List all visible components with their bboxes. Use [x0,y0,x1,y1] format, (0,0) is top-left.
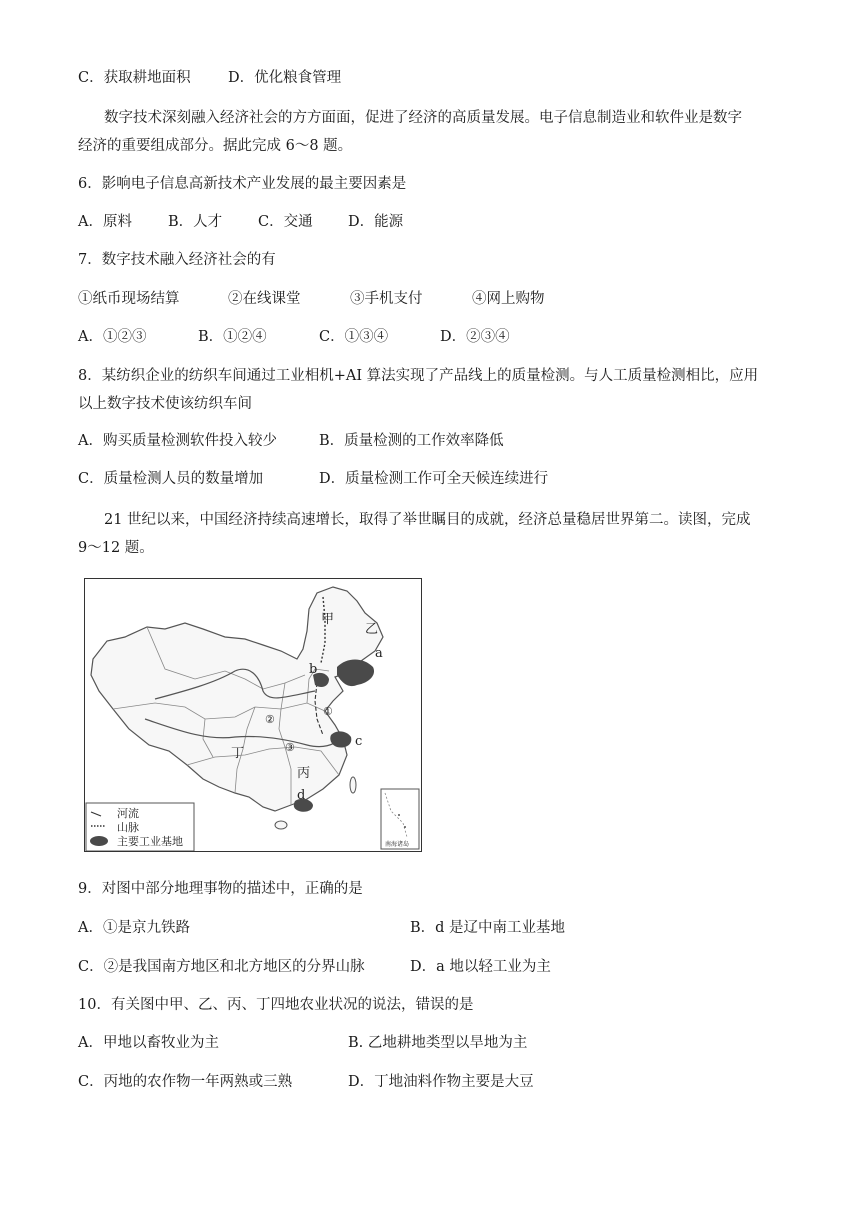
map-label-2: ② [265,713,275,726]
q10-option-c: C．丙地的农作物一年两熟或三熟 [78,1074,293,1090]
map-label-1: ① [323,705,333,718]
map-label-b: b [309,662,318,677]
china-outline [91,587,383,811]
intro-6-8-line-1: 数字技术深刻融入经济社会的方方面面，促进了经济的高质量发展。电子信息制造业和软件业是数字 [104,110,742,126]
q8-stem-line-1: 8．某纺织企业的纺织车间通过工业相机+AI 算法实现了产品线上的质量检测。与人工质量检测相比，应用 [78,368,759,384]
q6-option-c: C．交通 [258,214,313,230]
q8-stem-line-2: 以上数字技术使该纺织车间 [78,396,252,412]
q7-option-d: D．②③④ [440,329,510,345]
q5-option-c: C．获取耕地面积 [78,70,191,86]
q9-option-b: B．d 是辽中南工业基地 [410,920,566,936]
q9-stem: 9．对图中部分地理事物的描述中，正确的是 [78,881,363,897]
legend-industry-symbol [90,836,108,846]
q6-option-d: D．能源 [348,214,404,230]
q7-option-b: B．①②④ [198,329,267,345]
map-label-bing: 丙 [297,766,311,781]
intro-9-12-line-2: 9～12 题。 [78,540,154,556]
q8-option-d: D．质量检测工作可全天候连续进行 [319,471,549,487]
q7-stem: 7．数字技术融入经济社会的有 [78,252,276,268]
industry-base-a [337,660,374,687]
q7-option-c: C．①③④ [319,329,389,345]
q10-stem: 10．有关图中甲、乙、丙、丁四地农业状况的说法，错误的是 [78,997,474,1013]
q7-item-1: ①纸币现场结算 [78,291,180,307]
q6-stem: 6．影响电子信息高新技术产业发展的最主要因素是 [78,176,407,192]
q5-option-d: D．优化粮食管理 [228,70,342,86]
map-label-a: a [375,646,383,661]
q10-option-d: D．丁地油料作物主要是大豆 [348,1074,534,1090]
intro-6-8-line-2: 经济的重要组成部分。据此完成 6～8 题。 [78,138,353,154]
legend-industry-label: 主要工业基地 [117,835,183,848]
q9-option-d: D．a 地以轻工业为主 [410,959,551,975]
q8-option-b: B．质量检测的工作效率降低 [319,433,504,449]
taiwan-island [350,777,356,793]
map-label-3: ③ [285,741,295,754]
q9-option-a: A．①是京九铁路 [78,920,190,936]
map-label-jia: 甲 [321,612,335,627]
q8-option-c: C．质量检测人员的数量增加 [78,471,264,487]
q7-item-4: ④网上购物 [472,291,545,307]
map-label-ding: 丁 [231,746,245,761]
q10-option-b: B. 乙地耕地类型以旱地为主 [348,1035,528,1051]
q7-item-3: ③手机支付 [350,291,423,307]
china-industry-map [84,578,422,852]
hainan-island [275,821,287,829]
q7-option-a: A．①②③ [78,329,147,345]
q8-option-a: A．购买质量检测软件投入较少 [78,433,277,449]
legend-river-label: 河流 [117,807,139,820]
map-label-c: c [355,734,363,749]
map-label-yi: 乙 [365,622,379,637]
q10-option-a: A．甲地以畜牧业为主 [78,1035,219,1051]
map-label-d: d [297,788,306,803]
legend-mountain-label: 山脉 [117,821,139,834]
q7-item-2: ②在线课堂 [228,291,301,307]
intro-9-12-line-1: 21 世纪以来，中国经济持续高速增长，取得了举世瞩目的成就，经济总量稳居世界第二。读图，完成 [104,512,751,528]
inset-caption: 南海诸岛 [385,841,410,848]
q6-option-a: A．原料 [78,214,132,230]
q9-option-c: C．②是我国南方地区和北方地区的分界山脉 [78,959,365,975]
q6-option-b: B．人才 [168,214,223,230]
